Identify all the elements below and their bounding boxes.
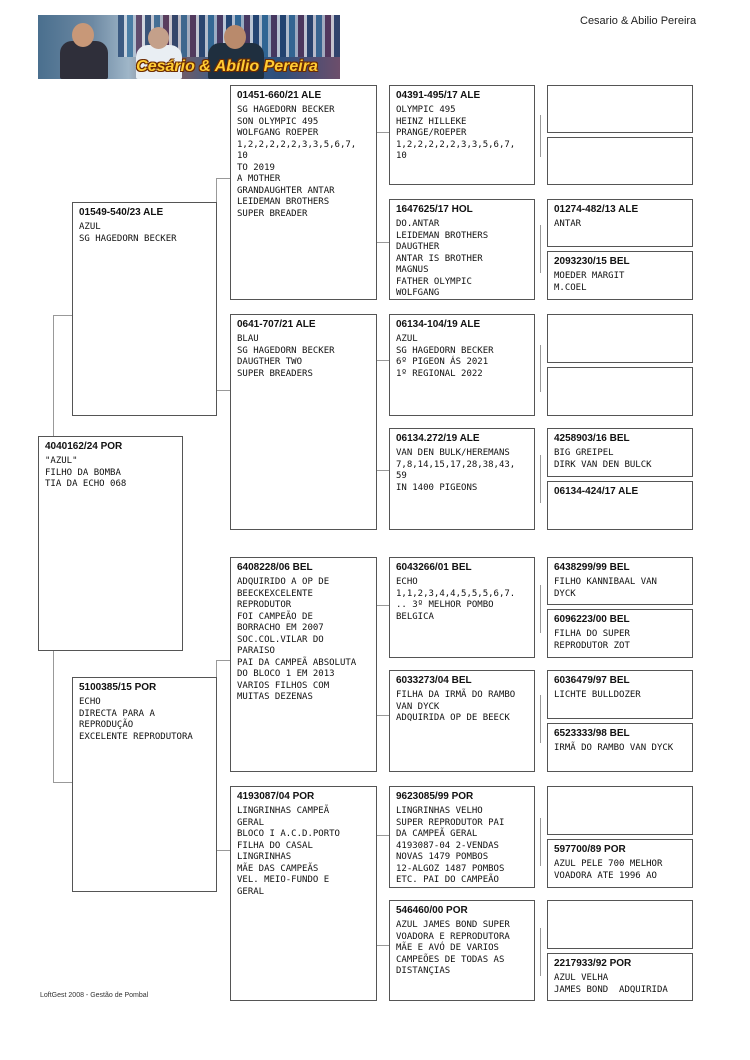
ring-number: 0641-707/21 ALE [237,319,316,330]
connector-line [53,315,54,437]
pigeon-notes: MOEDER MARGIT M.COEL [554,271,625,293]
ss-dam-card[interactable] [389,199,535,300]
g5-card-16[interactable] [547,953,693,1001]
g5-card-14[interactable] [547,839,693,888]
ring-number: 04391-495/17 ALE [396,90,481,101]
pigeon-notes: FILHA DO SUPER REPRODUTOR ZOT [554,629,630,651]
ring-number: 4040162/24 POR [45,441,123,452]
g5-card-7[interactable] [547,428,693,477]
pigeon-notes: ANTAR [554,219,582,229]
ring-number: 01549-540/23 ALE [79,207,164,218]
g5-card-5[interactable] [547,314,693,363]
connector-line [376,835,389,836]
connector-line [376,242,389,243]
g5-card-10[interactable] [547,609,693,658]
pigeon-notes: AZUL VELHA JAMES BOND ADQUIRIDA [554,973,668,995]
pigeon-notes: AZUL SG HAGEDORN BECKER 6º PIGEON ÁS 2021 1º REGIONAL 2022 [396,334,494,379]
g5-card-15[interactable] [547,900,693,949]
connector-line [216,660,230,661]
logo-head-left [72,23,94,47]
logo-head-right [224,25,246,49]
ds-dam-card[interactable] [389,670,535,772]
g5-card-4[interactable] [547,251,693,300]
g5-card-13[interactable] [547,786,693,835]
loft-logo [38,15,340,79]
pigeon-notes: FILHA DA IRMÃ DO RAMBO VAN DYCK ADQUIRIDA OP DE BEECK [396,690,516,723]
ring-number: 6408228/06 BEL [237,562,313,573]
ring-number: 06134.272/19 ALE [396,433,480,444]
g5-card-12[interactable] [547,723,693,772]
logo-head-middle [148,27,169,49]
ring-number: 4258903/16 BEL [554,433,630,444]
connector-line [216,850,230,851]
pigeon-notes: LINGRINHAS CAMPEÃ GERAL BLOCO I A.C.D.PORTO FILHA DO CASAL LINGRINHAS MÃE DAS CAMPEÃS VEL. MEIO-FUNDO E GERAL [237,806,340,897]
logo-text: Cesário & Abílio Pereira [136,58,318,75]
ring-number: 01274-482/13 ALE [554,204,639,215]
ring-number: 4193087/04 POR [237,791,315,802]
pigeon-notes: AZUL JAMES BOND SUPER VOADORA E REPRODUTORA MÃE E AVÓ DE VARIOS CAMPEÕES DE TODAS AS DISTANÇIAS [396,920,510,976]
connector-line [53,782,72,783]
pigeon-notes: FILHO KANNIBAAL VAN DYCK [554,577,657,599]
connector-line [540,225,541,273]
dd-sire-card[interactable] [389,786,535,888]
connector-line [216,390,230,391]
connector-line [53,650,54,782]
dam-dam-card[interactable] [230,786,377,1001]
ring-number: 6036479/97 BEL [554,675,630,686]
connector-line [376,945,389,946]
sire-sire-card[interactable] [230,85,377,300]
pigeon-notes: ECHO DIRECTA PARA A REPRODUÇÃO EXCELENTE REPRODUTORA [79,697,193,742]
sd-dam-card[interactable] [389,428,535,530]
dam-sire-card[interactable] [230,557,377,772]
connector-line [376,715,389,716]
sire-dam-card[interactable] [230,314,377,530]
connector-line [53,315,72,316]
pigeon-notes: DO.ANTAR LEIDEMAN BROTHERS DAUGTHER ANTAR IS BROTHER MAGNUS FATHER OLYMPIC WOLFGANG [396,219,489,298]
connector-line [540,345,541,392]
pigeon-notes: ADQUIRIDO A OP DE BEECKEXCELENTE REPRODUTOR FOI CAMPEÃO DE BORRACHO EM 2007 SOC.COL.VILAR DO PARAISO PAI DA CAMPEÃ ABSOLUTA DO BLOCO 1 EM 2013 VARIOS FILHOS COM MUITAS DEZENAS [237,577,357,702]
connector-line [540,818,541,866]
pigeon-notes: ECHO 1,1,2,3,4,4,5,5,5,6,7. .. 3º MELHOR POMBO BELGICA [396,577,516,622]
ss-sire-card[interactable] [389,85,535,185]
connector-line [376,360,389,361]
pigeon-notes: IRMÃ DO RAMBO VAN DYCK [554,743,674,753]
ring-number: 6523333/98 BEL [554,728,630,739]
pigeon-notes: BIG GREIPEL DIRK VAN DEN BULCK [554,448,652,470]
pigeon-notes: OLYMPIC 495 HEINZ HILLEKE PRANGE/ROEPER 1,2,2,2,2,2,3,3,5,6,7, 10 [396,105,516,161]
pedigree-subject-card[interactable] [38,436,183,651]
dam-card[interactable] [72,677,217,892]
ring-number: 06134-104/19 ALE [396,319,481,330]
g5-card-1[interactable] [547,85,693,133]
ring-number: 546460/00 POR [396,905,468,916]
pigeon-notes: AZUL PELE 700 MELHOR VOADORA ATE 1996 AO [554,859,663,881]
g5-card-6[interactable] [547,367,693,416]
g5-card-9[interactable] [547,557,693,605]
ring-number: 597700/89 POR [554,844,626,855]
connector-line [216,178,230,179]
ring-number: 5100385/15 POR [79,682,157,693]
g5-card-11[interactable] [547,670,693,719]
connector-line [540,928,541,976]
g5-card-2[interactable] [547,137,693,185]
ring-number: 2217933/92 POR [554,958,632,969]
ring-number: 1647625/17 HOL [396,204,473,215]
g5-card-3[interactable] [547,199,693,247]
connector-line [376,605,389,606]
pigeon-notes: "AZUL" FILHO DA BOMBA TIA DA ECHO 068 [45,456,127,489]
ring-number: 6096223/00 BEL [554,614,630,625]
ring-number: 6033273/04 BEL [396,675,472,686]
pigeon-notes: SG HAGEDORN BECKER SON OLYMPIC 495 WOLFGANG ROEPER 1,2,2,2,2,2,3,3,5,6,7, 10 TO 2019 A MOTHER GRANDAUGHTER ANTAR LEIDEMAN BROTHERS SUPER BREADER [237,105,357,219]
pigeon-notes: BLAU SG HAGEDORN BECKER DAUGTHER TWO SUPER BREADERS [237,334,335,379]
ring-number: 01451-660/21 ALE [237,90,322,101]
ds-sire-card[interactable] [389,557,535,658]
connector-line [540,455,541,503]
connector-line [540,115,541,157]
ring-number: 06134-424/17 ALE [554,486,639,497]
ring-number: 2093230/15 BEL [554,256,630,267]
pigeon-notes: AZUL SG HAGEDORN BECKER [79,222,177,244]
dd-dam-card[interactable] [389,900,535,1001]
ring-number: 6438299/99 BEL [554,562,630,573]
connector-line [376,470,389,471]
pigeon-notes: LICHTE BULLDOZER [554,690,641,700]
sire-card[interactable] [72,202,217,416]
pigeon-notes: VAN DEN BULK/HEREMANS 7,8,14,15,17,28,38,43, 59 IN 1400 PIGEONS [396,448,516,493]
owner-name: Cesario & Abilio Pereira [580,15,697,27]
connector-line [540,695,541,743]
footer-credit: LoftGest 2008 - Gestão de Pombal [40,992,149,999]
sd-sire-card[interactable] [389,314,535,416]
connector-line [376,132,389,133]
ring-number: 9623085/99 POR [396,791,474,802]
ring-number: 6043266/01 BEL [396,562,472,573]
connector-line [540,585,541,633]
g5-card-8[interactable] [547,481,693,530]
pigeon-notes: LINGRINHAS VELHO SUPER REPRODUTOR PAI DA CAMPEÃ GERAL 4193087-04 2-VENDAS NOVAS 1479 POMBOS 12-ALGOZ 1487 POMBOS ETC. PAI DO CAMPEÃO [396,806,505,885]
